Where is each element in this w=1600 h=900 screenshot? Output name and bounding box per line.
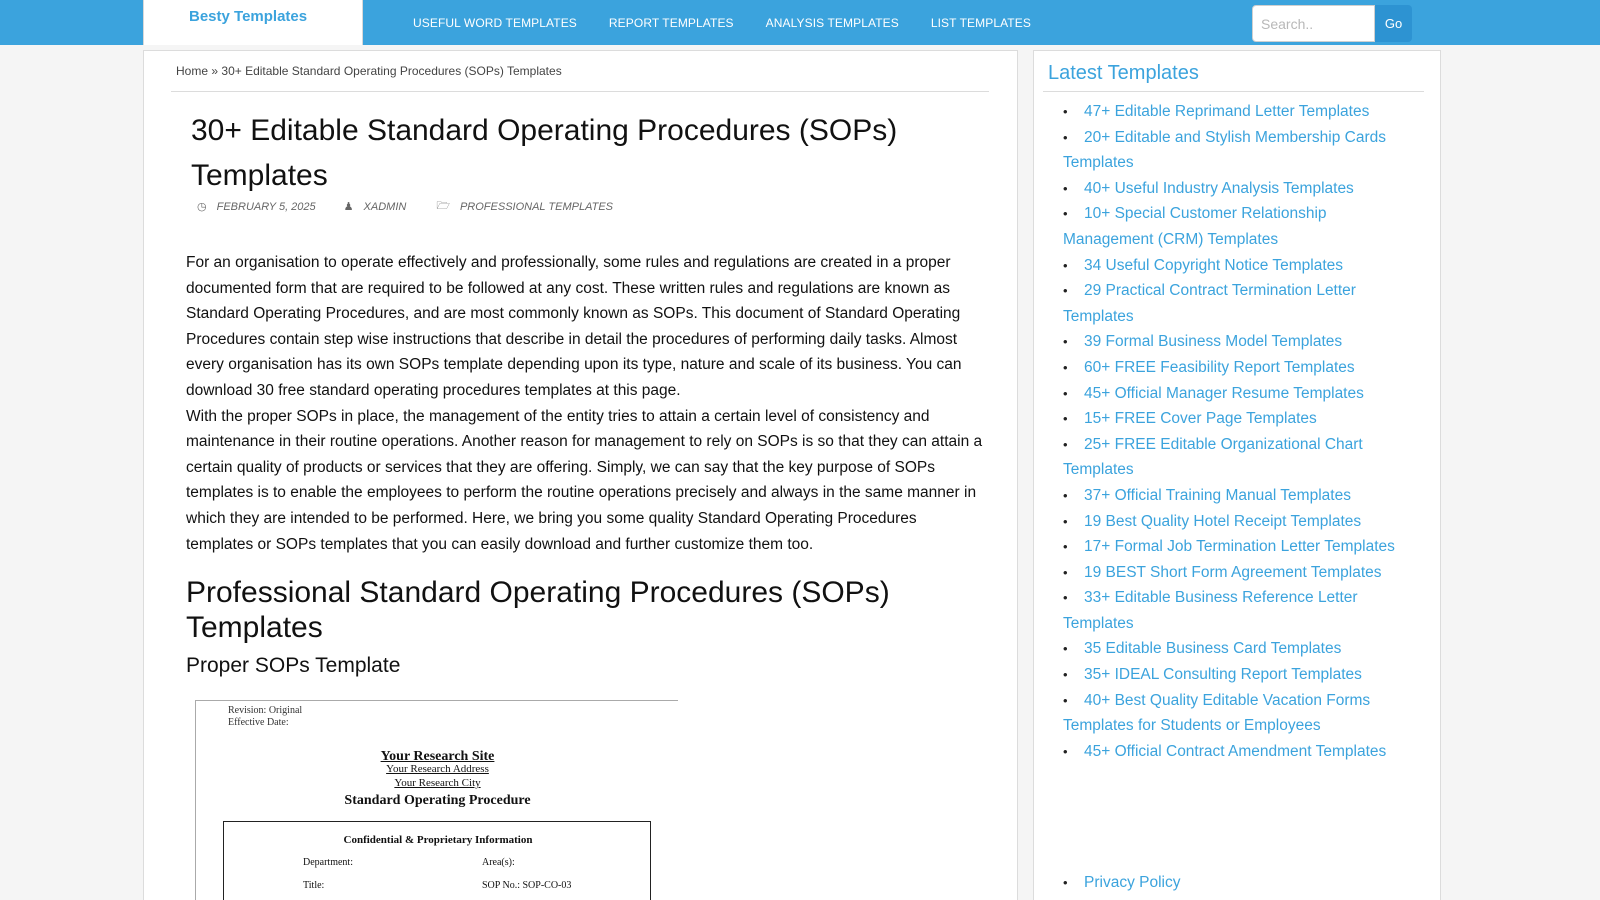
doc-site-name: Your Research Site [380, 749, 495, 764]
nav-useful-word-templates[interactable]: USEFUL WORD TEMPLATES [413, 16, 577, 30]
article-paragraph: With the proper SOPs in place, the management of the entity tries to attain a certain level of consistency and maintenance in their routine operations. Another reason for management to rely on SOPs is so that they can attain a certain quality of products or services that they are offering. Simply, we can say that the key purpose of SOPs templates is to enable the employees to perform the routine operations precisely and always in the same manner in which they are intended to be performed. Here, we bring you some quality Standard Operating Procedures templates or SOPs templates that you can easily download and further customize them too. [186, 407, 983, 553]
doc-confidential-label: Confidential & Proprietary Information [343, 834, 533, 846]
breadcrumb [176, 64, 562, 78]
latest-template-link[interactable]: 33+ Editable Business Reference Letter Templates [1063, 589, 1358, 632]
sidebar-divider [1043, 91, 1424, 92]
latest-template-link[interactable]: 35 Editable Business Card Templates [1084, 640, 1342, 658]
list-item: • 40+ Best Quality Editable Vacation Forms Templates for Students or Employees [1063, 691, 1371, 735]
sidebar-title: Latest Templates [1048, 62, 1199, 84]
list-item: • 39 Formal Business Model Templates [1063, 333, 1343, 351]
list-item: • Privacy Policy [1063, 874, 1181, 891]
logo-container [143, 0, 363, 45]
latest-template-link[interactable]: 10+ Special Customer Relationship Management (CRM) Templates [1063, 205, 1327, 248]
latest-template-link[interactable]: 29 Practical Contract Termination Letter Templates [1063, 282, 1356, 325]
search-input[interactable] [1252, 5, 1375, 42]
latest-template-link[interactable]: 40+ Useful Industry Analysis Templates [1084, 179, 1354, 197]
article-body [186, 250, 986, 557]
latest-template-link[interactable]: 34 Useful Copyright Notice Templates [1084, 256, 1344, 274]
latest-template-link[interactable]: 15+ FREE Cover Page Templates [1084, 410, 1317, 428]
latest-template-link[interactable]: 37+ Official Training Manual Templates [1084, 486, 1351, 504]
doc-area-label: Area(s): [482, 857, 515, 868]
main-nav [413, 16, 1031, 30]
sop-template-preview-image[interactable] [195, 700, 678, 900]
doc-sop-number: SOP No.: SOP-CO-03 [482, 880, 572, 891]
doc-revision-text: Revision: Original Effective Date: [228, 705, 303, 728]
latest-template-link[interactable]: 20+ Editable and Stylish Membership Cards Templates [1063, 128, 1386, 172]
top-navigation-bar [0, 0, 1600, 45]
site-logo-link[interactable]: Besty Templates [189, 8, 308, 25]
list-item: • 45+ Official Contract Amendment Templates [1063, 742, 1387, 760]
subsection-heading: Proper SOPs Template [186, 654, 401, 677]
latest-template-link[interactable]: 17+ Formal Job Termination Letter Templates [1084, 538, 1395, 556]
list-item: • 34 Useful Copyright Notice Templates [1063, 256, 1344, 274]
nav-report-templates[interactable]: REPORT TEMPLATES [608, 16, 734, 30]
privacy-policy-link[interactable]: Privacy Policy [1084, 874, 1181, 891]
breadcrumb-current: 30+ Editable Standard Operating Procedures (SOPs) Templates [221, 64, 562, 78]
list-item: • 29 Practical Contract Termination Letter Templates [1063, 282, 1356, 325]
clock-icon: ◷ [197, 201, 207, 213]
list-item: • 10+ Special Customer Relationship Management (CRM) Templates [1063, 205, 1327, 248]
latest-template-link[interactable]: 25+ FREE Editable Organizational Chart Templates [1063, 435, 1363, 479]
list-item: • 47+ Editable Reprimand Letter Templates [1063, 103, 1370, 120]
latest-template-link[interactable]: 60+ FREE Feasibility Report Templates [1084, 358, 1355, 376]
user-icon: ♟ [343, 201, 354, 213]
doc-info-box [223, 821, 651, 900]
latest-template-link[interactable]: 40+ Best Quality Editable Vacation Forms Templates for Students or Employees [1063, 691, 1371, 735]
doc-title-label: Title: [303, 880, 325, 891]
breadcrumb-divider [171, 91, 989, 92]
latest-templates-list [1063, 99, 1413, 764]
footer-links-list [1063, 870, 1180, 896]
list-item: • 40+ Useful Industry Analysis Templates [1063, 179, 1354, 197]
main-content [143, 50, 1018, 900]
list-item: • 19 BEST Short Form Agreement Templates [1063, 563, 1382, 581]
section-heading: Professional Standard Operating Procedures (SOPs) Templates [186, 576, 890, 644]
folder-icon: 🗁 [436, 200, 450, 212]
doc-department-label: Department: [303, 857, 353, 868]
post-author-link[interactable]: XADMIN [363, 200, 407, 213]
list-item: • 20+ Editable and Stylish Membership Cards Templates [1063, 128, 1386, 172]
list-item: • 45+ Official Manager Resume Templates [1063, 384, 1364, 402]
latest-template-link[interactable]: 35+ IDEAL Consulting Report Templates [1084, 666, 1362, 684]
article-paragraph: For an organisation to operate effectively and professionally, some rules and regulations are created in a proper documented form that are required to be followed at any cost. These written rules and regulations are known as Standard Operating Procedures, and are most commonly known as SOPs. This document of Standard Operating Procedures contain step wise instructions that describe in detail the procedures of performing daily tasks. Almost every organisation has its own SOPs template depending upon its type, nature and scale of its business. You can download 30 free standard operating procedures templates at this page. [186, 254, 962, 399]
list-item: • 35+ IDEAL Consulting Report Templates [1063, 666, 1362, 684]
list-item: • 33+ Editable Business Reference Letter Templates [1063, 589, 1358, 632]
latest-template-link[interactable]: 47+ Editable Reprimand Letter Templates [1084, 103, 1370, 120]
latest-template-link[interactable]: 39 Formal Business Model Templates [1084, 333, 1343, 351]
list-item: • 60+ FREE Feasibility Report Templates [1063, 358, 1355, 376]
list-item: • 35 Editable Business Card Templates [1063, 640, 1342, 658]
breadcrumb-home-link[interactable]: Home [176, 64, 209, 78]
post-category-link[interactable]: PROFESSIONAL TEMPLATES [459, 200, 613, 213]
nav-analysis-templates[interactable]: ANALYSIS TEMPLATES [765, 16, 899, 30]
nav-list-templates[interactable]: LIST TEMPLATES [930, 16, 1031, 30]
doc-site-address: Your Research Address [386, 763, 489, 775]
list-item: • 19 Best Quality Hotel Receipt Templates [1063, 512, 1362, 530]
latest-template-link[interactable]: 19 Best Quality Hotel Receipt Templates [1084, 512, 1362, 530]
latest-template-link[interactable]: 45+ Official Contract Amendment Templates [1084, 742, 1387, 760]
sidebar [1033, 50, 1441, 900]
latest-template-link[interactable]: 19 BEST Short Form Agreement Templates [1084, 563, 1382, 581]
page-title: 30+ Editable Standard Operating Procedures (SOPs) Templates [191, 114, 898, 192]
post-meta [197, 197, 613, 216]
list-item: • 17+ Formal Job Termination Letter Templates [1063, 538, 1395, 556]
list-item: • 25+ FREE Editable Organizational Chart Templates [1063, 435, 1363, 479]
doc-site-city: Your Research City [394, 777, 481, 789]
latest-template-link[interactable]: 45+ Official Manager Resume Templates [1084, 384, 1364, 402]
search-go-button[interactable]: Go [1375, 5, 1412, 42]
list-item: • 37+ Official Training Manual Templates [1063, 486, 1351, 504]
doc-heading: Standard Operating Procedure [344, 793, 531, 808]
post-date-link[interactable]: FEBRUARY 5, 2025 [216, 200, 316, 213]
breadcrumb-separator: » [211, 64, 219, 78]
list-item: • 15+ FREE Cover Page Templates [1063, 410, 1317, 428]
